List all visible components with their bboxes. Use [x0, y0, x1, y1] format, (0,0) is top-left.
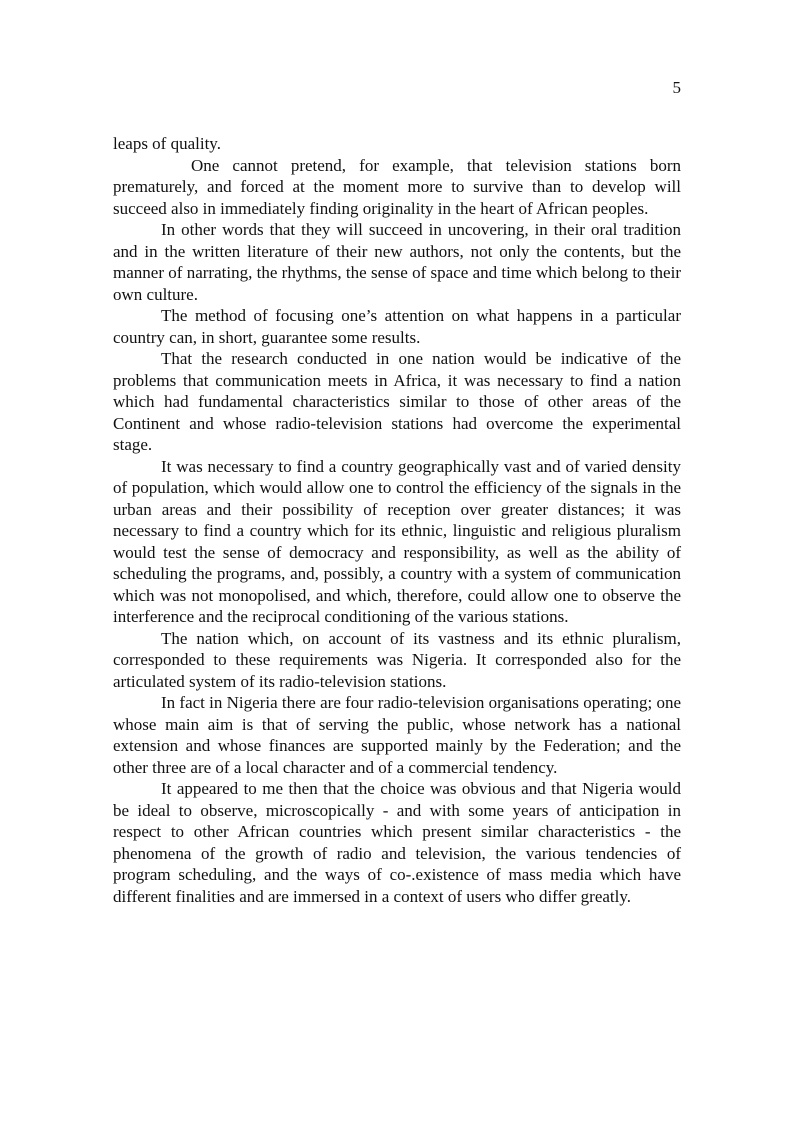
paragraph-7: The nation which, on account of its vastness and its ethnic pluralism, corresponded to these requirements was Nigeria. It corresponded also for the articulated system of its radio-television stations.	[113, 628, 681, 691]
paragraph-3: In other words that they will succeed in uncovering, in their oral tradition and in the written literature of their new authors, not only the contents, but the manner of narrating, the rhythms, the sense of space and time which belong to their own culture.	[113, 220, 681, 304]
paragraph-4: The method of focusing one’s attention on what happens in a particular country can, in short, guarantee some results.	[113, 306, 681, 347]
paragraph-9: It appeared to me then that the choice was obvious and that Nigeria would be ideal to observe, microscopically - and with some years of anticipation in respect to other African countries which present similar characteristics - the phenomena of the growth of radio and television, the various tendencies of program scheduling, and the ways of co-.existence of mass media which have different finalities and are immersed in a context of users who differ greatly.	[113, 779, 681, 906]
paragraph-2: One cannot pretend, for example, that television stations born prematurely, and forced at the moment more to survive than to develop will succeed also in immediately finding originality in the heart of African peoples.	[113, 155, 681, 218]
paragraph-8: In fact in Nigeria there are four radio-television organisations operating; one whose main aim is that of serving the public, whose network has a national extension and whose finances are supported mainly by the Federation; and the other three are of a local character and of a commercial tendency.	[113, 693, 681, 777]
body-text	[113, 133, 681, 907]
page-number: 5	[672, 78, 681, 97]
paragraph-1: leaps of quality.	[113, 134, 221, 153]
paragraph-5: That the research conducted in one nation would be indicative of the problems that communication meets in Africa, it was necessary to find a nation which had fundamental characteristics similar to those of other areas of the Continent and whose radio-television stations had overcome the experimental stage.	[113, 349, 681, 454]
paragraph-6: It was necessary to find a country geographically vast and of varied density of population, which would allow one to control the efficiency of the signals in the urban areas and their possibility of reception over greater distances; it was necessary to find a country which for its ethnic, linguistic and religious pluralism would test the sense of democracy and responsibility, as well as the ability of scheduling the programs, and, possibly, a country with a system of communication which was not monopolised, and which, therefore, could allow one to observe the interference and the reciprocal conditioning of the various stations.	[113, 456, 681, 626]
